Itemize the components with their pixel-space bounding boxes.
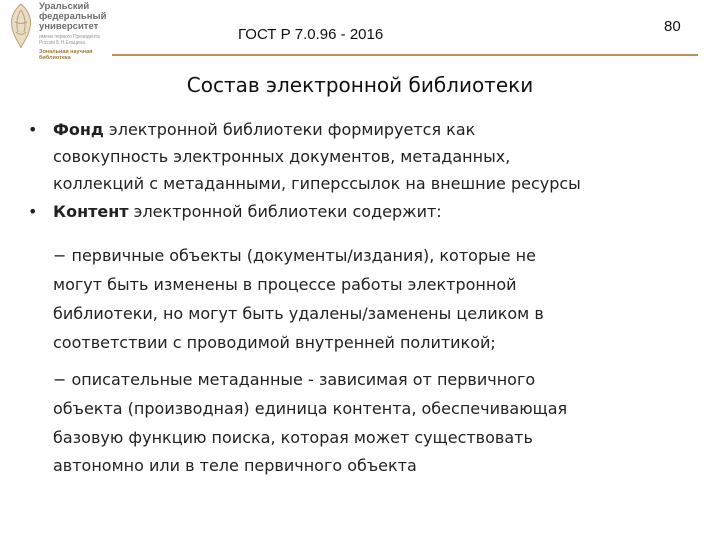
logo-subtitle-line1: имени первого Президента bbox=[39, 34, 100, 40]
bullet-text: электронной библиотеки содержит: bbox=[128, 202, 442, 221]
bullet-continuation-line: совокупность электронных документов, метаданных, bbox=[53, 147, 511, 166]
bullet-term: Фонд bbox=[53, 120, 104, 139]
logo-library-line2: библиотека bbox=[39, 55, 71, 61]
subitem-line: − описательные метаданные - зависимая от первичного bbox=[53, 370, 536, 389]
logo-name-line3: университет bbox=[39, 21, 99, 32]
standard-reference: ГОСТ Р 7.0.96 - 2016 bbox=[238, 26, 384, 43]
subitem-line: объекта (производная) единица контента, обеспечивающая bbox=[53, 399, 568, 418]
subitem-line: базовую функцию поиска, которая может существовать bbox=[53, 428, 533, 447]
subitem-line: автономно или в теле первичного объекта bbox=[53, 456, 417, 475]
slide-title: Состав электронной библиотеки bbox=[186, 73, 534, 97]
university-logo bbox=[6, 2, 126, 66]
bullet-continuation-line: коллекций с метаданными, гиперссылок на внешние ресурсы bbox=[53, 174, 581, 193]
subitem-line: соответствии с проводимой внутренней политикой; bbox=[53, 333, 496, 352]
header-divider bbox=[112, 54, 698, 56]
bullet-text: электронной библиотеки формируется как bbox=[103, 120, 476, 139]
bullet-item-content bbox=[53, 201, 442, 223]
bullet-icon: • bbox=[28, 120, 38, 139]
emblem-icon bbox=[6, 2, 36, 50]
subitem-line: библиотеки, но могут быть удалены/заменены целиком в bbox=[53, 304, 544, 323]
logo-subtitle-line2: России Б.Н.Ельцина bbox=[39, 40, 85, 46]
subitem-line: могут быть изменены в процессе работы электронной bbox=[53, 275, 517, 294]
logo-name-line2: федеральный bbox=[39, 11, 107, 22]
logo-library-line1: Зональная научная bbox=[39, 49, 93, 55]
bullet-icon: • bbox=[28, 202, 38, 221]
bullet-item-fond bbox=[53, 119, 475, 141]
subitem-line: − первичные объекты (документы/издания), которые не bbox=[53, 246, 536, 265]
page-number: 80 bbox=[664, 18, 681, 35]
bullet-term: Контент bbox=[53, 202, 129, 221]
logo-name-line1: Уральский bbox=[39, 1, 90, 12]
